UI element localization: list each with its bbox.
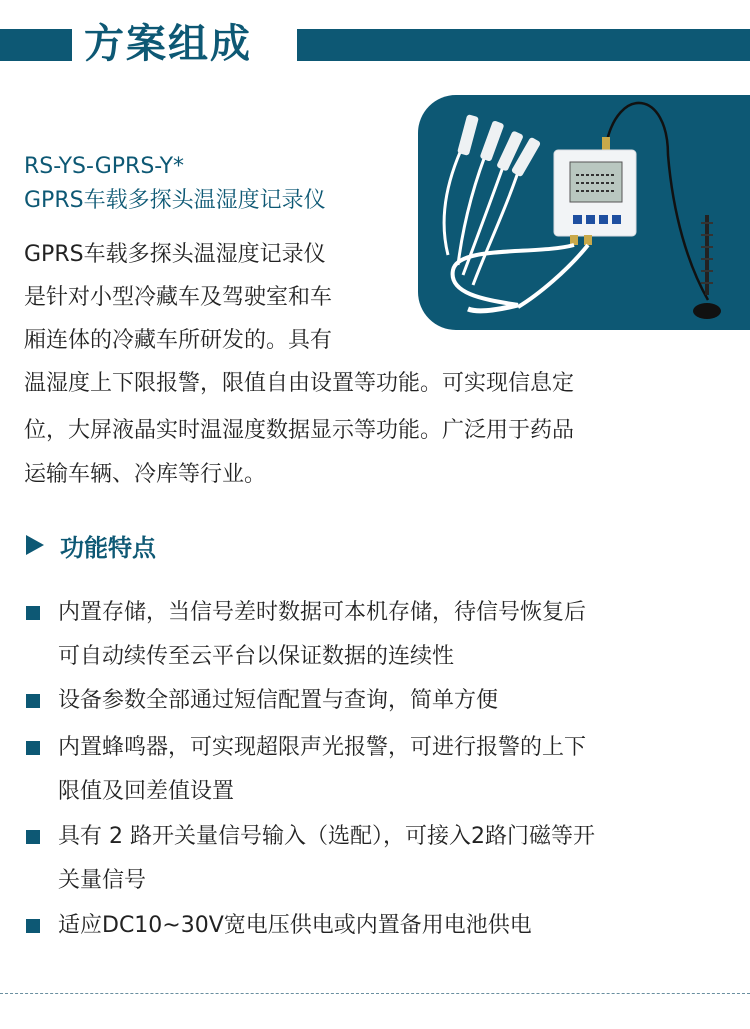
description-line: 位，大屏液晶实时温湿度数据显示等功能。广泛用于药品 xyxy=(24,418,575,443)
square-bullet-icon xyxy=(26,694,40,708)
product-photo xyxy=(418,95,750,330)
description-line: 运输车辆、冷库等行业。 xyxy=(24,462,267,487)
features-heading xyxy=(26,528,156,562)
description-line: 是针对小型冷藏车及驾驶室和车 xyxy=(24,285,333,310)
square-bullet-icon xyxy=(26,741,40,755)
square-bullet-icon xyxy=(26,919,40,933)
square-bullet-icon xyxy=(26,606,40,620)
feature-item-line: 适应DC10~30V宽电压供电或内置备用电池供电 xyxy=(58,913,532,938)
feature-item-line: 内置存储，当信号差时数据可本机存储，待信号恢复后 xyxy=(58,600,587,625)
header-bar-right xyxy=(297,29,750,61)
feature-item-line: 设备参数全部通过短信配置与查询，简单方便 xyxy=(58,688,499,713)
description-line: GPRS车载多探头温湿度记录仪 xyxy=(24,242,326,267)
feature-item-line: 具有 2 路开关量信号输入（选配），可接入2路门磁等开 xyxy=(58,824,595,849)
feature-item-line: 可自动续传至云平台以保证数据的连续性 xyxy=(58,644,455,669)
feature-item-line: 内置蜂鸣器，可实现超限声光报警，可进行报警的上下 xyxy=(58,735,587,760)
product-model: RS-YS-GPRS-Y* xyxy=(24,154,185,179)
description-line: 厢连体的冷藏车所研发的。具有 xyxy=(24,328,333,353)
feature-item-line: 关量信号 xyxy=(58,868,147,893)
features-heading-label: 功能特点 xyxy=(60,533,156,562)
divider xyxy=(0,993,750,994)
section-title: 方案组成 xyxy=(84,21,252,67)
product-name: GPRS车载多探头温湿度记录仪 xyxy=(24,188,326,213)
square-bullet-icon xyxy=(26,830,40,844)
feature-item-line: 限值及回差值设置 xyxy=(58,779,235,804)
description-line: 温湿度上下限报警，限值自由设置等功能。可实现信息定 xyxy=(24,371,575,396)
triangle-icon xyxy=(26,535,44,555)
header-bar-left xyxy=(0,29,72,61)
